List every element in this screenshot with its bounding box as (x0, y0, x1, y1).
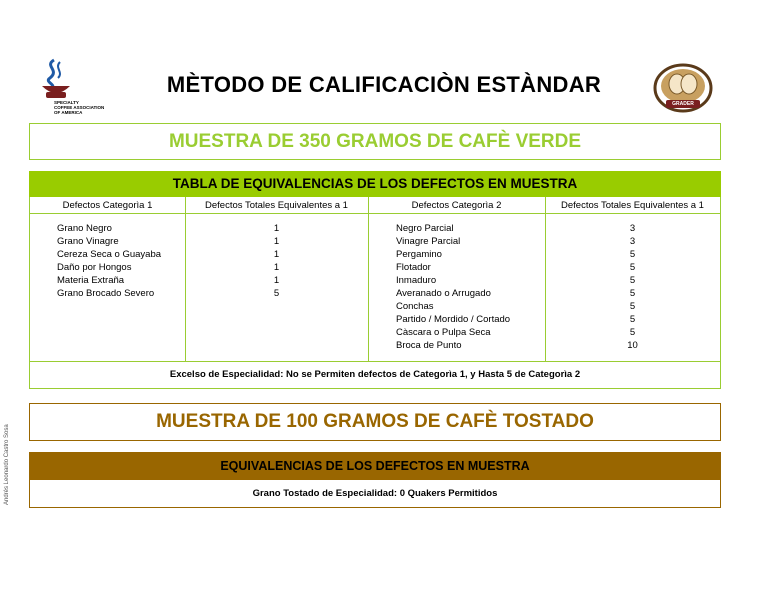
logo-text-3: OF AMERICA (54, 110, 83, 115)
page-title: MÈTODO DE CALIFICACIÒN ESTÀNDAR (166, 72, 602, 97)
cat2-names (396, 222, 546, 352)
cat1-value: 1 (273, 262, 280, 273)
cat2-item: Vinagre Parcial (396, 236, 461, 247)
brown-note: Grano Tostado de Especialidad: 0 Quakers Permitidos (29, 480, 721, 508)
cat1-values (185, 222, 368, 300)
header-total1: Defectos Totales Equivalentes a 1 (185, 197, 368, 214)
cat2-value: 5 (629, 275, 636, 286)
side-author-text: Andrés Leonardo Castro Sosa (4, 424, 10, 505)
cat1-item: Grano Vinagre (57, 236, 119, 247)
green-table-title: TABLA DE EQUIVALENCIAS DE LOS DEFECTOS EN MUESTRA (29, 171, 721, 197)
cat1-item: Grano Brocado Severo (57, 288, 155, 299)
header-cat2: Defectos Categorìa 2 (368, 197, 545, 214)
cat1-value: 1 (273, 249, 280, 260)
cat2-value: 5 (629, 288, 636, 299)
cat1-item: Grano Negro (57, 223, 112, 234)
defects-table (29, 197, 721, 389)
grader-label: GRADER (672, 101, 694, 107)
green-section-title: MUESTRA DE 350 GRAMOS DE CAFÈ VERDE (29, 123, 721, 160)
cat2-item: Broca de Punto (396, 340, 462, 351)
cat1-item: Cereza Seca o Guayaba (57, 249, 162, 260)
header-cat1: Defectos Categorìa 1 (30, 197, 185, 214)
cat1-item: Materia Extraña (57, 275, 125, 286)
cat2-item: Negro Parcial (396, 223, 454, 234)
cat1-value: 1 (273, 275, 280, 286)
cat1-value: 5 (273, 288, 280, 299)
header-total2: Defectos Totales Equivalentes a 1 (545, 197, 720, 214)
cat2-value: 3 (629, 223, 636, 234)
column-divider (368, 197, 369, 361)
brown-table-title: EQUIVALENCIAS DE LOS DEFECTOS EN MUESTRA (29, 452, 721, 480)
logo-text-1: SPECIALTY (54, 100, 79, 105)
cat1-item: Daño por Hongos (57, 262, 132, 273)
cat2-value: 3 (629, 236, 636, 247)
cat2-item: Averanado o Arrugado (396, 288, 491, 299)
cat2-value: 5 (629, 314, 636, 325)
cat2-item: Partido / Mordido / Cortado (396, 314, 511, 325)
cat2-value: 5 (629, 301, 636, 312)
cat1-names (57, 222, 185, 300)
cat2-values (545, 222, 720, 352)
cat2-item: Càscara o Pulpa Seca (396, 327, 491, 338)
cat1-value: 1 (273, 236, 280, 247)
cat2-item: Flotador (396, 262, 431, 273)
cat2-value: 10 (627, 340, 638, 351)
cat1-value: 1 (273, 223, 280, 234)
sca-logo (34, 56, 118, 120)
grader-badge (652, 62, 714, 114)
brown-section-title: MUESTRA DE 100 GRAMOS DE CAFÈ TOSTADO (29, 403, 721, 441)
cat2-item: Pergamino (396, 249, 442, 260)
cat2-value: 5 (629, 327, 636, 338)
cat2-value: 5 (629, 249, 636, 260)
logo-text-2: COFFEE ASSOCIATION (54, 105, 105, 110)
cat2-item: Conchas (396, 301, 434, 312)
cat2-value: 5 (629, 262, 636, 273)
cat2-item: Inmaduro (396, 275, 437, 286)
green-note: Excelso de Especialidad: No se Permiten defectos de Categorìa 1, y Hasta 5 de Categorìa 2 (169, 369, 581, 380)
